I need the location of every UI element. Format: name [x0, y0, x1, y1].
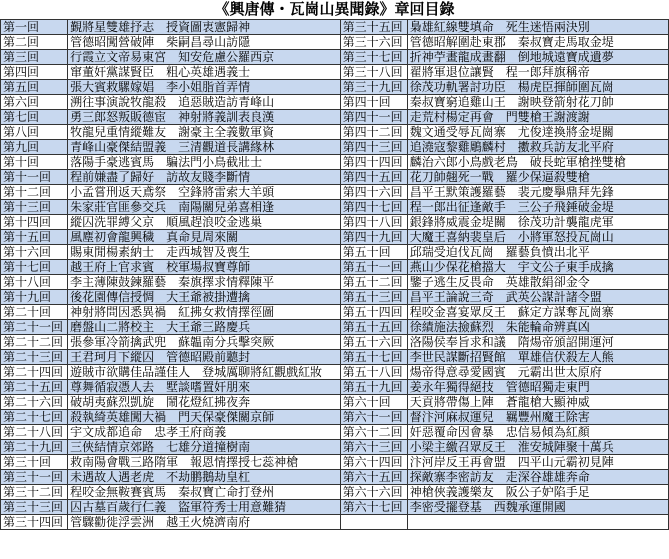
chapter-title-right: 李密受擺登基 西魏承運開國 — [407, 500, 668, 515]
chapter-number-right: 第五十五回 — [340, 320, 407, 335]
chapter-title-left: 張參軍冷箭擒武兜 蘇韞南分兵擊突厥 — [68, 335, 341, 350]
chapter-title-right: 小梁主繳召眾反王 淮安城陣聚十萬兵 — [407, 440, 668, 455]
table-row — [1, 260, 669, 275]
chapter-number-left: 第二十三回 — [1, 350, 68, 365]
chapter-title-left: 越王府上官求賓 校軍場叔寶尊師 — [68, 260, 341, 275]
table-row — [1, 395, 669, 410]
table-row — [1, 65, 669, 80]
chapter-title-left: 張大賓救騾嫁娼 李小姐脂首弄情 — [68, 80, 341, 95]
chapter-number-left: 第十四回 — [1, 215, 68, 230]
chapter-number-left: 第十七回 — [1, 260, 68, 275]
chapter-title-left: 落陽手豪逃賓馬 騙法門小鳥截壯士 — [68, 155, 341, 170]
chapter-title-right: 昌平王論說三奇 武英公謀計諸令盟 — [407, 290, 668, 305]
chapter-number-left: 第十五回 — [1, 230, 68, 245]
chapter-title-left: 小孟嘗刑返天鳶祭 空鋒將雷索大羊頭 — [68, 185, 341, 200]
chapter-number-left: 第七回 — [1, 110, 68, 125]
chapter-title-right: 翟將軍退位讓賢 程一郎拜旗稱帝 — [407, 65, 668, 80]
chapter-title-left: 青峰山豪傑結盟義 三清觀道長講緣林 — [68, 140, 341, 155]
table-row — [1, 110, 669, 125]
chapter-title-right: 天貢將帶傷上陣 蒼龍槍大顯神威 — [407, 395, 668, 410]
chapter-number-left: 第三回 — [1, 50, 68, 65]
table-row — [1, 95, 669, 110]
table-row — [1, 275, 669, 290]
chapter-table — [0, 19, 669, 530]
chapter-title-left: 窜董奸黨謀賢臣 粗心英雄遇義士 — [68, 65, 341, 80]
chapter-title-left: 後花園傳信授惆 大王爺被掛遭擒 — [68, 290, 341, 305]
table-row — [1, 455, 669, 470]
chapter-title-left: 王君珂月下縱囚 管德昭殿前聽封 — [68, 350, 341, 365]
chapter-number-left: 第八回 — [1, 125, 68, 140]
chapter-number-left: 第三十三回 — [1, 500, 68, 515]
chapter-number-right: 第四十七回 — [340, 200, 407, 215]
chapter-number-right: 第三十五回 — [340, 20, 407, 35]
chapter-title-right: 邱瑞受迫伐瓦崗 羅藝負憤出北平 — [407, 245, 668, 260]
chapter-number-left: 第十回 — [1, 155, 68, 170]
chapter-title-left: 尊舞循寂憑人去 墅談嗜置奸朋來 — [68, 380, 341, 395]
chapter-title-right: 燕山少保花槍擋大 宇文公子東手成擒 — [407, 260, 668, 275]
chapter-title-left: 程咬金無鞍賽賓馬 秦叔寶亡命打登州 — [68, 485, 341, 500]
table-row — [1, 215, 669, 230]
table-row — [1, 515, 669, 530]
chapter-title-left: 管德昭闖營破陣 柴嗣昌尋山訪隱 — [68, 35, 341, 50]
chapter-number-right: 第六十三回 — [340, 440, 407, 455]
table-row — [1, 50, 669, 65]
chapter-number-left: 第三十回 — [1, 455, 68, 470]
chapter-title-right: 汴河岸反王再會盟 四平山元霸初見陣 — [407, 455, 668, 470]
chapter-number-right: 第六十一回 — [340, 410, 407, 425]
table-row — [1, 470, 669, 485]
chapter-title-left: 勇三郎怒叛販德宦 神射將義訓表良漢 — [68, 110, 341, 125]
chapter-number-left: 第二十七回 — [1, 410, 68, 425]
table-row — [1, 350, 669, 365]
chapter-number-left: 第三十一回 — [1, 470, 68, 485]
chapter-title-right: 煬帝得意尋愛國賓 元霸出世太原府 — [407, 365, 668, 380]
chapter-number-right: 第四十回 — [340, 95, 407, 110]
chapter-number-right: 第四十三回 — [340, 140, 407, 155]
chapter-number-left: 第二十四回 — [1, 365, 68, 380]
chapter-title-left: 三俠結情京郊路 七雄分道撞樹南 — [68, 440, 341, 455]
chapter-number-right: 第四十九回 — [340, 230, 407, 245]
table-row — [1, 245, 669, 260]
table-row — [1, 305, 669, 320]
chapter-number-left: 第三十二回 — [1, 485, 68, 500]
chapter-number-right: 第六十五回 — [340, 470, 407, 485]
chapter-title-right: 麟治六郎小鳥戲老鳥 破長蛇軍槍挫雙槍 — [407, 155, 668, 170]
chapter-number-right: 第三十七回 — [340, 50, 407, 65]
chapter-number-right: 第五十七回 — [340, 350, 407, 365]
chapter-title-left: 救南陽會戰三路隋軍 報恩情擇授七蕊神槍 — [68, 455, 341, 470]
chapter-title-left: 風塵初會龍興穢 真命見周來關 — [68, 230, 341, 245]
chapter-title-left: 殺執綺英雄闖大禍 門天保豪傑關京師 — [68, 410, 341, 425]
chapter-title-right: 花刀帥翹死一戰 羅少保逼殺雙槍 — [407, 170, 668, 185]
chapter-title-right: 奸惡覆命因會暴 忠信易傾為紅顏 — [407, 425, 668, 440]
chapter-title-right: 姜永年獨得絕技 管德昭獨走東門 — [407, 380, 668, 395]
chapter-number-left: 第五回 — [1, 80, 68, 95]
chapter-number-right: 第六十回 — [340, 395, 407, 410]
chapter-number-left: 第二十九回 — [1, 440, 68, 455]
chapter-number-right: 第四十一回 — [340, 110, 407, 125]
chapter-title-right: 程咬金喜宴眾反王 蘇定方謀奪瓦崗寨 — [407, 305, 668, 320]
chapter-number-left: 第四回 — [1, 65, 68, 80]
table-row — [1, 230, 669, 245]
chapter-number-left: 第九回 — [1, 140, 68, 155]
chapter-title-left: 溯往事演說牧龍殺 追惡賊造訪青峰山 — [68, 95, 341, 110]
chapter-number-left: 第二十五回 — [1, 380, 68, 395]
table-row — [1, 200, 669, 215]
empty-cell — [407, 515, 668, 530]
chapter-number-left: 第十六回 — [1, 245, 68, 260]
chapter-number-right: 第三十八回 — [340, 65, 407, 80]
chapter-title-left: 遊賊市欲購佳品謹佳人 登城厲聊將紅觀戲紅妝 — [68, 365, 341, 380]
chapter-number-right: 第五十六回 — [340, 335, 407, 350]
chapter-number-left: 第二十回 — [1, 305, 68, 320]
chapter-title-right: 梟雄紅線雙填命 死生迷悟兩決別 — [407, 20, 668, 35]
table-row — [1, 125, 669, 140]
chapter-number-right: 第六十七回 — [340, 500, 407, 515]
chapter-title-right: 徐績施法撿蘇烈 朱能輪命辨真凶 — [407, 320, 668, 335]
chapter-number-right: 第五十九回 — [340, 380, 407, 395]
table-row — [1, 425, 669, 440]
chapter-number-left: 第一回 — [1, 20, 68, 35]
chapter-number-left: 第十九回 — [1, 290, 68, 305]
chapter-number-right: 第三十九回 — [340, 80, 407, 95]
chapter-number-right: 第六十二回 — [340, 425, 407, 440]
chapter-title-right: 神槍俠義護樂友 阪公子妒陷手足 — [407, 485, 668, 500]
chapter-table-body — [1, 20, 669, 530]
table-row — [1, 80, 669, 95]
table-row — [1, 155, 669, 170]
chapter-number-right: 第四十八回 — [340, 215, 407, 230]
chapter-title-right: 鑒子逃生反畏命 英雄散絹卻金令 — [407, 275, 668, 290]
table-row — [1, 35, 669, 50]
chapter-number-left: 第三十四回 — [1, 515, 68, 530]
chapter-title-left: 李主薄陳鼓鍊羅藝 秦旗擇求情釋陳平 — [68, 275, 341, 290]
chapter-number-right: 第五十一回 — [340, 260, 407, 275]
chapter-title-left: 磨盤山二將校主 大王爺三路慶兵 — [68, 320, 341, 335]
table-row — [1, 410, 669, 425]
chapter-number-left: 第十八回 — [1, 275, 68, 290]
table-row — [1, 335, 669, 350]
chapter-number-right: 第四十五回 — [340, 170, 407, 185]
chapter-title-left: 管驟勸徙浮雲洲 越王火燒濟南府 — [68, 515, 341, 530]
chapter-number-right: 第五十八回 — [340, 365, 407, 380]
chapter-title-left: 宇文成都追命 忠孝王府商義 — [68, 425, 341, 440]
chapter-number-left: 第十二回 — [1, 185, 68, 200]
chapter-number-right: 第六十四回 — [340, 455, 407, 470]
chapter-title-right: 探敵寨李密訪友 走深谷雄雄奔命 — [407, 470, 668, 485]
chapter-title-left: 神射將問因悉異禍 紅拂女救情擇徑圖 — [68, 305, 341, 320]
chapter-title-left: 行霞立文帝易東宮 知安危慮公羅西京 — [68, 50, 341, 65]
table-row — [1, 440, 669, 455]
chapter-title-left: 牧龍兒重情縱難友 謝豪主全義數軍資 — [68, 125, 341, 140]
chapter-title-left: 破胡夷蘇烈凱旋 鬧花燈紅拂夜奔 — [68, 395, 341, 410]
chapter-title-right: 追澆寇黎雞鵰麟村 擻救兵訪友北平府 — [407, 140, 668, 155]
chapter-number-left: 第二十八回 — [1, 425, 68, 440]
chapter-number-right: 第五十四回 — [340, 305, 407, 320]
chapter-number-left: 第六回 — [1, 95, 68, 110]
chapter-title-left: 覲將星雙雄抒志 授資圖衷憲歸神 — [68, 20, 341, 35]
table-row — [1, 380, 669, 395]
page-title: 《興唐傳・瓦崗山異聞錄》章回目錄 — [214, 0, 455, 18]
table-row — [1, 20, 669, 35]
empty-cell — [340, 515, 407, 530]
table-row — [1, 365, 669, 380]
chapter-title-right: 督汴河麻叔運兒 羈豐州魔王除害 — [407, 410, 668, 425]
chapter-number-right: 第四十四回 — [340, 155, 407, 170]
chapter-number-left: 第十三回 — [1, 200, 68, 215]
table-row — [1, 485, 669, 500]
chapter-number-left: 第十一回 — [1, 170, 68, 185]
chapter-title-right: 魏文通受辱瓦崗寨 尤俊達換將金堤關 — [407, 125, 668, 140]
chapter-number-left: 第二回 — [1, 35, 68, 50]
chapter-number-right: 第五十二回 — [340, 275, 407, 290]
chapter-title-left: 縱囚洗罪縛父京 順風趕浪咬金逃巢 — [68, 215, 341, 230]
chapter-number-right: 第五十回 — [340, 245, 407, 260]
chapter-title-right: 徐茂功軌署討功臣 楊虎臣揮師圍瓦崗 — [407, 80, 668, 95]
chapter-title-right: 秦叔寶窮追雞山王 謝映登箭射花刀帥 — [407, 95, 668, 110]
chapter-number-left: 第二十六回 — [1, 395, 68, 410]
chapter-title-right: 昌平王默策護羅藝 裴元慶擧鼎拜先鋒 — [407, 185, 668, 200]
chapter-number-right: 第四十二回 — [340, 125, 407, 140]
chapter-number-right: 第三十六回 — [340, 35, 407, 50]
table-row — [1, 185, 669, 200]
chapter-title-left: 未遇故人遇老虎 不劫鹏鵝劫皇杠 — [68, 470, 341, 485]
chapter-number-right: 第六十六回 — [340, 485, 407, 500]
chapter-number-right: 第五十三回 — [340, 290, 407, 305]
chapter-title-right: 銀鋒將威震金堤關 徐茂功計襲龍虎軍 — [407, 215, 668, 230]
table-row — [1, 170, 669, 185]
chapter-number-right: 第四十六回 — [340, 185, 407, 200]
table-row — [1, 290, 669, 305]
chapter-title-right: 大魔王喜納裴皇后 小將軍怒投瓦崗山 — [407, 230, 668, 245]
chapter-number-left: 第二十二回 — [1, 335, 68, 350]
chapter-title-left: 程前嫌盡了歸好 訪故友賤李斷情 — [68, 170, 341, 185]
chapter-title-left: 朱家莊官匪參交兵 南陽關兒弟喜相逢 — [68, 200, 341, 215]
chapter-title-right: 洛陽侯奉旨求和議 隋煬帝頒詔開運河 — [407, 335, 668, 350]
chapter-title-right: 走荒村楊定再會 門雙槍王謝渡謝 — [407, 110, 668, 125]
chapter-title-left: 賜東閒楊素納士 走西城智及喪生 — [68, 245, 341, 260]
chapter-title-right: 折神苧畫龍成畫翻 倒地城遠寶成遺夢 — [407, 50, 668, 65]
chapter-title-right: 程一郎出征逢敵手 三公子飛錘破金堤 — [407, 200, 668, 215]
table-row — [1, 320, 669, 335]
chapter-title-right: 管德昭解圍赴東郡 秦叔寶走馬取金堤 — [407, 35, 668, 50]
chapter-title-left: 囚古墓百歲行仁義 盜軍符秀士用意難猜 — [68, 500, 341, 515]
table-row — [1, 140, 669, 155]
chapter-number-left: 第二十一回 — [1, 320, 68, 335]
table-row — [1, 500, 669, 515]
chapter-title-right: 李世民謀斷招賢館 單雄信伏殺左人熊 — [407, 350, 668, 365]
